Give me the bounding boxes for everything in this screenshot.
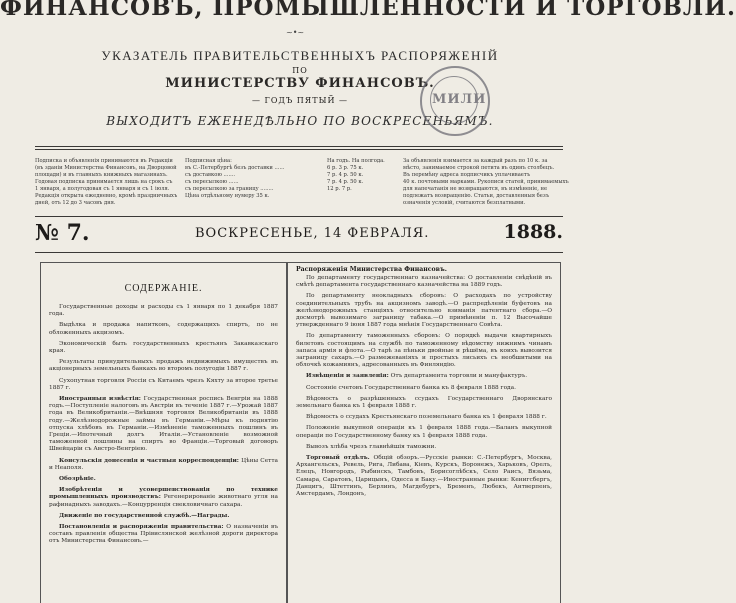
issue-year: 1888.: [503, 221, 563, 243]
top-rule: [35, 146, 563, 147]
right-item-heading: Торговый отдѣлъ.: [306, 455, 370, 462]
contents-item: [49, 322, 278, 336]
contents-item-heading: Консульскія донесенія и частныя корреспонденціи:: [59, 457, 239, 464]
right-item: [296, 333, 552, 369]
subs-col-1: [35, 158, 185, 207]
subs-line: На годъ. На полгода.: [327, 158, 385, 164]
subs-line: Годовая подписка принимается лишь на срокъ съ: [35, 179, 173, 185]
contents-item-heading: Обозрѣніе.: [59, 476, 96, 483]
contents-title: СОДЕРЖАНІЕ.: [124, 283, 203, 294]
subs-line: 12 р. 7 р.: [327, 186, 352, 192]
contents-item: [49, 304, 278, 318]
subs-line: 40 к. почтовыми марками. Рукописи статей, принимаемыхъ: [403, 179, 569, 185]
subs-line: мѣсто, занимаемое строкой петита въ одинъ столбецъ.: [403, 165, 555, 171]
right-item: [296, 444, 552, 451]
subs-line: За объявленія взимается за каждый разъ по 10 к. за: [403, 158, 548, 164]
right-item-text: Общій обзоръ.—Русскіе рынки: С.-Петербургъ, Москва, Архангельскъ, Ревель, Рига, Либава, Кіевъ, Курскъ, Воронежъ, Харьковъ, Орелъ, Елецъ, Новгородъ, Рыбинскъ, Тамбовъ, Борисоглѣбскъ, Село Раисъ, Вязьма, Самара, Саратовъ, Царицынъ, Одесса и Баку.—Иностранные рынки: Кенигсбергъ, Данцигъ, Штеттинъ, Берлинъ, Магдебургъ, Бременъ, Любекъ, Антверпенъ, Амстердамъ, Лондонъ,: [296, 455, 553, 498]
po-word: ПО: [292, 66, 308, 75]
subtitle: УКАЗАТЕЛЬ ПРАВИТЕЛЬСТВЕННЫХЪ РАСПОРЯЖЕНІЙ: [101, 48, 499, 63]
ornament-divider: ~•~: [286, 28, 305, 37]
stamp-text: МИЛИ: [432, 92, 487, 107]
contents-item: [49, 378, 278, 392]
subscription-block: [35, 154, 569, 216]
contents-item: [49, 487, 278, 509]
contents-item-text: Результаты принудительныхъ продажъ недвижимыхъ имуществъ въ акціонерныхъ земельныхъ банкахъ во второмъ полугодіи 1887 г.: [49, 359, 278, 373]
subs-line: съ доставкою .......: [185, 172, 236, 178]
contents-column: [40, 262, 287, 603]
contents-item: [49, 396, 278, 454]
subs-line: подлежатъ возвращенію. Статьи, доставленныя безъ: [403, 193, 549, 199]
subs-line: Подписная цѣна:: [185, 158, 232, 164]
right-item: [296, 293, 552, 329]
ministry-title: МИНИСТЕРСТВУ ФИНАНСОВЪ.: [165, 76, 435, 91]
issue-rule-bottom: [35, 252, 563, 253]
issue-number: № 7.: [35, 220, 90, 246]
subs-col-2: [185, 158, 325, 200]
issue-rule-top: [35, 216, 563, 217]
right-item-text: Вѣдомость о разрѣшенныхъ ссудахъ Государственнаго Дворянскаго земельнаго банка къ 1 февраля 1888 г.: [296, 395, 552, 410]
weekly-note: ВЫХОДИТЪ ЕЖЕНЕДѢЛЬНО ПО ВОСКРЕСЕНЬЯМЪ.: [106, 114, 494, 128]
right-item-text: Вѣдомость о ссудахъ Крестьянскаго поземельнаго банка къ 1 февраля 1888 г.: [306, 414, 547, 421]
subs-col-4: [403, 158, 569, 207]
subs-line: площади) и въ главныхъ книжныхъ магазинахъ.: [35, 172, 168, 178]
right-item-text: Отъ департамента торговли и мануфактуръ.: [390, 373, 528, 380]
right-item: [296, 396, 552, 410]
contents-item-text: Экономическій быть государственныхъ крестьянъ Закавказскаго края.: [49, 340, 278, 355]
subs-line: 6 р. 3 р. 75 к.: [327, 165, 364, 171]
library-stamp: [420, 66, 490, 136]
right-item-heading: Распоряженія Министерства Финансовъ.: [296, 266, 447, 273]
contents-item-heading: Постановленія и распоряженія правительства:: [59, 524, 224, 531]
issue-bar: [35, 220, 563, 248]
contents-item: [49, 513, 278, 520]
contents-item-text: Регенерированіе животнаго угля на рафинадныхъ заводахъ.—Концурренція свекловичнаго сахара.: [49, 494, 279, 508]
contents-item-text: Выдѣлка и продажа напитковъ, содержащихъ спиртъ, по не обложенныхъ акцизомъ.: [49, 322, 278, 336]
subs-col-3: [327, 158, 397, 193]
subs-line: Въ перемѣну адреса подписчикъ уплачиваетъ: [403, 172, 531, 178]
subs-line: дней, отъ 12 до 3 часовъ дня.: [35, 200, 116, 206]
right-item: [296, 455, 552, 498]
year-text: ГОДЪ ПЯТЫЙ: [264, 96, 336, 105]
right-item: [296, 425, 552, 439]
subs-line: для напечатанія не возвращаются, въ измѣненіе, не: [403, 186, 548, 192]
right-item: [296, 373, 552, 380]
subs-line: (въ зданіи Министерства Финансовъ, на Дворцовой: [35, 165, 177, 171]
right-item-text: Положеніе выкупной операціи къ 1 февраля 1888 года.—Баланъ выкупной операціи по Государственному банку къ 1 февраля 1888 года.: [296, 425, 552, 439]
subs-line: 1 января, а полугодовая съ 1 января и съ 1 іюля.: [35, 186, 170, 192]
subs-line: означенія условій, считаются безплатными.: [403, 200, 526, 206]
contents-item: [49, 458, 278, 472]
right-item-text: По департаменту государственнаго казначейства: О доставленіи свѣдѣній въ смѣтѣ департамента государственнаго казначейства на 1889 годъ.: [296, 275, 552, 289]
subs-line: 7 р. 4 р. 50 к.: [327, 179, 364, 185]
right-item: [296, 275, 552, 289]
right-item: [296, 385, 552, 392]
masthead-title: ФИНАНСОВЪ, ПРОМЫШЛЕННОСТИ И ТОРГОВЛИ.: [0, 0, 736, 21]
contents-item-text: Государственные доходы и расходы съ 1 января по 1 декабря 1887 года.: [49, 304, 278, 318]
contents-item-heading: Иностранныя извѣстія:: [59, 396, 141, 403]
contents-item: [49, 359, 278, 373]
subs-line: въ С.-Петербургѣ безъ доставки ......: [185, 165, 285, 171]
right-item-text: Вывозъ хлѣба чрезъ главнѣйшія таможни.: [306, 443, 437, 450]
contents-item-text: О назначеніи въ составъ правленія общества Прівислянской желѣзной дороги директора отъ Министерства Финансовъ.—: [49, 524, 279, 545]
right-item-text: Состояніе счетовъ Государственнаго банка къ 8 февраля 1888 года.: [306, 384, 516, 391]
contents-item-text: Сухопутная торговля Россіи съ Китаемъ чрезъ Кяхту за второе третье 1887 г.: [49, 377, 278, 391]
issue-date: ВОСКРЕСЕНЬЕ, 14 ФЕВРАЛЯ.: [195, 226, 430, 241]
contents-item: [49, 476, 278, 483]
subs-line: съ пересылкою ......: [185, 179, 239, 185]
contents-item-heading: Изобрѣтенія и усовершенствованія по технике промышленныхъ производствъ:: [49, 487, 278, 501]
top-rule-double: [35, 149, 563, 150]
subs-line: Цѣна отдѣльному нумеру 35 к.: [185, 193, 270, 199]
contents-item-text: Цѣны Сетта и Неаполя.: [49, 457, 279, 471]
subs-line: съ пересылкою за границу ........: [185, 186, 274, 192]
subs-line: Подписка и объявленія принимаются въ Редакціи: [35, 158, 173, 164]
right-list: [288, 266, 560, 498]
contents-item-heading: Движеніе по государственной службѣ.—Награды.: [59, 512, 230, 519]
subs-line: Редакція открыта ежедневно, кромѣ праздничныхъ: [35, 193, 178, 199]
subs-line: 7 р. 4 р. 50 к.: [327, 172, 364, 178]
right-item: [296, 266, 552, 273]
right-item-text: По департаменту неокладныхъ сборовъ: О расходахъ по устройству соединительныхъ трубъ на акцизномъ заводѣ.—О распредѣленіи буфетовъ на желѣзнодорожныхъ станціяхъ относительно взиманія патентнаго сбора.—О досмотрѣ вывозимаго заграницу табака.—О примѣненіи п. 12 Высочайше утвержденнаго 9 іюня 1887 года мнѣнія Государственнаго Совѣта.: [296, 293, 552, 329]
right-column: [287, 262, 561, 603]
contents-item: [49, 341, 278, 355]
contents-item-text: Государственная роспись Венгріи на 1888 годъ.—Поступленіе налоговъ въ Австріи въ теченіе 1887 г.—Урожай 1887 года въ Великобританіи.—Внѣшняя торговля Великобританіи въ 1888 году.—Желѣзнодорожные займы въ Германіи.—Мѣры къ поднятію отпуска хлѣбовъ въ Германіи.—Измѣненіе таможенныхъ пошлинъ въ Греціи.—Ипотечный долгъ Италіи.—Установленіе возможной таможенной пошлины на спиртъ во Франціи.—Торговый договоръ Швейцаріи съ Австро-Венгріею.: [49, 396, 278, 453]
contents-item: [49, 524, 278, 546]
right-item-text: По департаменту таможенныхъ сборовъ: О порядкѣ выдачи квартирныхъ билетовъ состоящимъ на службѣ по таможенному вѣдомству нижнимъ чинамъ запаса армія и флота.—О тарѣ за пѣньки двойные и рѣшёма, въ коихъ вывозится заграницу сахаръ.—О размежеваніяхъ и простыхъ лисьихъ съ необшитыми на облочкѣ кожамиянъ, адресованныхъ въ Финляндію.: [296, 333, 552, 369]
right-item-heading: Извѣщенія и заявленія:: [306, 373, 389, 380]
right-item: [296, 414, 552, 421]
year-label: — ГОДЪ ПЯТЫЙ —: [252, 96, 348, 105]
contents-list: [41, 304, 286, 546]
